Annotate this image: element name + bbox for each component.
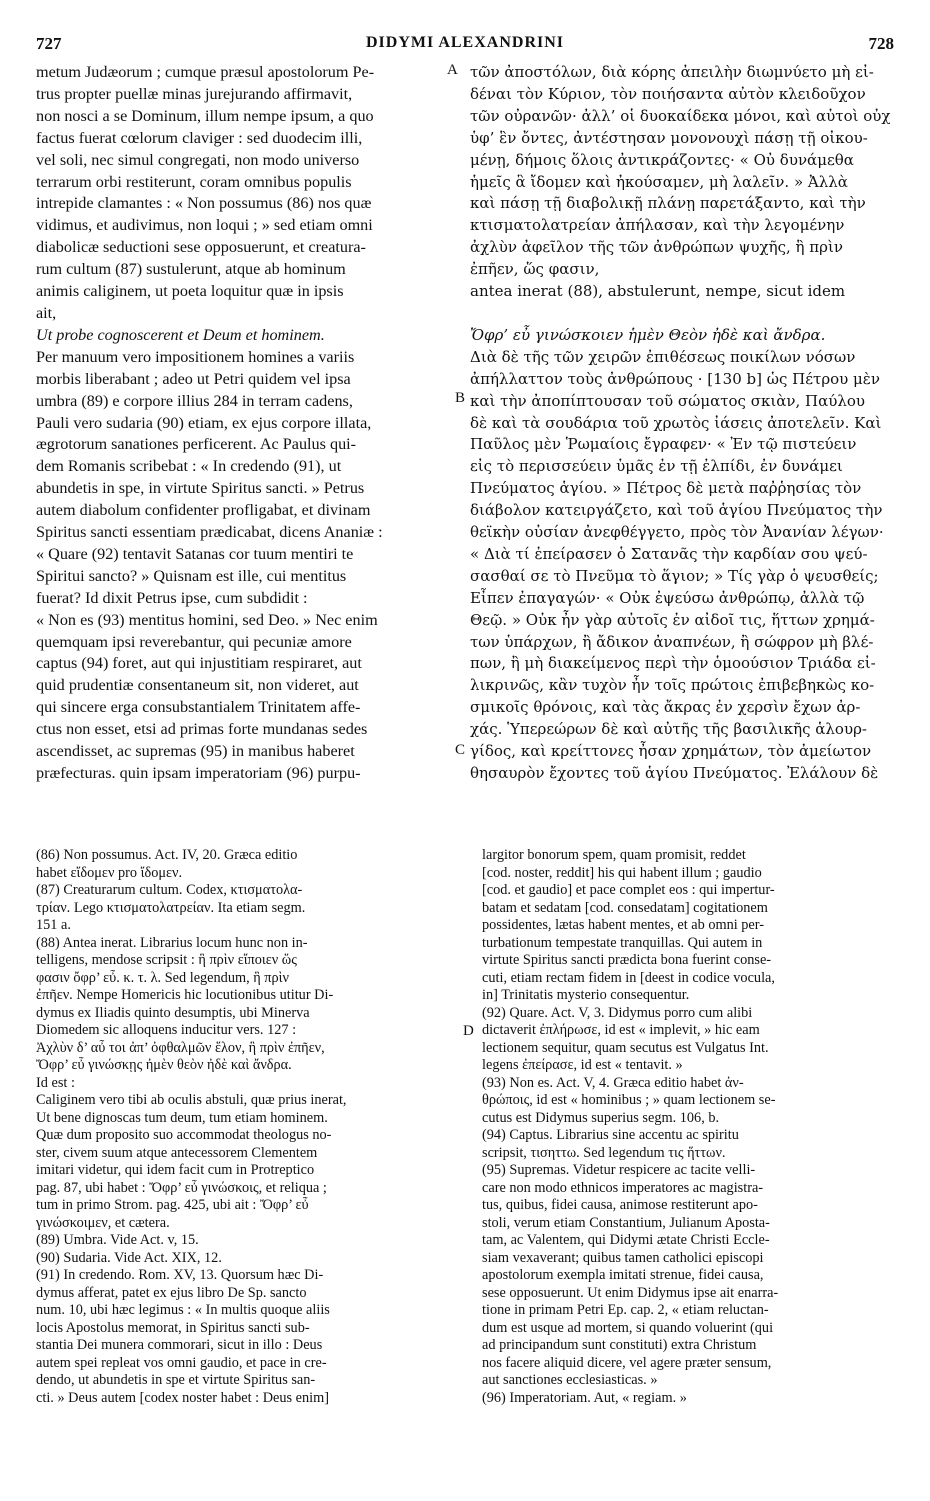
footnote-line: (95) Supremas. Videtur respicere ac tacite velli- — [482, 1162, 756, 1178]
latin-text-line: dem Romanis scribebat : « In credendo (91), ut — [36, 457, 342, 476]
footnote-line: (91) In credendo. Rom. XV, 13. Quorsum hæc Di- — [36, 1267, 324, 1283]
footnote-line: γινώσκοιμεν, et cætera. — [36, 1214, 170, 1231]
footnote-line: Caliginem vero tibi ab oculis abstuli, quæ prius inerat, — [36, 1092, 347, 1108]
footnote-line: locis Apostolus memorat, in Spiritus sancti sub- — [36, 1319, 310, 1336]
greek-text-line: τῶν ἀποστόλων, διὰ κόρης ἀπειλὴν διωμνύετο μὴ εἰ- — [470, 63, 874, 81]
running-title: DIDYMI ALEXANDRINI — [365, 34, 564, 51]
footnote-line: legens ἐπείρασε, id est « tentavit. » — [482, 1057, 683, 1073]
footnote-line: (93) Non es. Act. V, 4. Græca editio habet ἀν- — [482, 1074, 744, 1091]
footnote-line: dictaverit ἐπλήρωσε, id est « implevit, » hic eam — [482, 1022, 760, 1038]
latin-text-line: vidimus, et audivimus, non loqui ; » sed etiam omni — [36, 216, 373, 235]
greek-text-line: Ὄφρ’ εὖ γινώσκοιεν ἡμὲν Θεὸν ἠδὲ καὶ ἄνδρα. — [470, 325, 826, 344]
greek-text-line: ἀπήλλαττον τοὺς ἀνθρώπους · [130 b] ὡς Πέτρου μὲν — [470, 369, 880, 388]
greek-text-line: ἡμεῖς ἃ ἴδομεν καὶ ἠκούσαμεν, μὴ λαλεῖν. » Ἀλλὰ — [470, 172, 848, 191]
footnote-line: cti. » Deus autem [codex noster habet : Deus enim] — [36, 1389, 329, 1406]
latin-text-line: factus fuerat cœlorum claviger : sed duodecim illi, — [36, 128, 363, 147]
greek-text-line: ἀχλὺν ἀφεῖλον τῆς τῶν ἀνθρώπων ψυχῆς, ἣ πρὶν — [470, 238, 843, 257]
latin-text-line: vel soli, nec simul congregati, non modo universo — [36, 150, 360, 169]
footnote-line: scripsit, τισηττω. Sed legendum τις ἥττων. — [482, 1144, 726, 1161]
footnote-line: sese opposuerunt. Ut enim Didymus ipse ait enarra- — [482, 1284, 779, 1301]
latin-text-line: ait, — [36, 303, 57, 322]
footnote-line: care non modo ethnicos imperatores ac magistra- — [482, 1179, 764, 1196]
greek-text-line: τῶν οὐρανῶν· ἀλλ’ οἱ δυοκαίδεκα μόνοι, καὶ αὐτοὶ οὐχ — [470, 106, 891, 125]
footnote-line: pag. 87, ubi habet : Ὄφρ’ εὖ γινώσκοις, et reliqua ; — [36, 1179, 327, 1196]
footnote-line: tus, quibus, fidei causa, animose restiterunt apo- — [482, 1197, 758, 1213]
footnote-line: ster, civem suum atque antecessorem Clementem — [36, 1144, 318, 1161]
greek-text-line: εἰς τὸ περισσεύειν ὑμᾶς ἐν τῇ ἐλπίδι, ἐν δυνάμει — [470, 457, 843, 476]
greek-text-line: διάβολον κατειργάζετο, καὶ τοῦ ἁγίου Πνεύματος τὴν — [470, 501, 883, 520]
footnote-line: φασιν ὄφρ’ εὖ. κ. τ. λ. Sed legendum, ἣ πρὶν — [36, 969, 289, 986]
latin-text-line: abundetis in spe, in virtute Spiritus sancti. » Petrus — [36, 479, 365, 498]
footnote-line: aut sanctiones ecclesiasticas. » — [482, 1372, 658, 1388]
greek-text-line: Διὰ δὲ τῆς τῶν χειρῶν ἐπιθέσεως ποικίλων νόσων — [470, 347, 856, 366]
footnote-line: (92) Quare. Act. V, 3. Didymus porro cum alibi — [482, 1004, 753, 1021]
latin-text-line: quemquam ipsi reverebantur, qui pecuniæ amore — [36, 632, 352, 651]
margin-letter-c: C — [455, 742, 466, 758]
footnote-line: dum est usque ad mortem, si quando voluerint (qui — [482, 1319, 774, 1336]
latin-text-line: præfecturas. quin ipsam imperatoriam (96) purpu- — [36, 764, 361, 782]
latin-text-line: ctus non esset, etsi ad primas forte mundanas sedes — [36, 720, 368, 739]
footnote-line: batam et sedatam [cod. consedatam] cogitationem — [482, 899, 768, 916]
latin-text-line: « Quare (92) tentavit Satanas cor tuum mentiri te — [36, 544, 354, 563]
greek-text-line: Πνεύματος ἁγίου. » Πέτρος δὲ μετὰ παῤῥησίας τὸν — [470, 479, 862, 498]
footnote-line: tam, ac Valentem, qui Didymi ætate Christi Eccle- — [482, 1232, 770, 1248]
footnote-line: τρίαν. Lego κτισματολατρείαν. Ita etiam segm. — [36, 899, 306, 916]
page-number-right: 728 — [868, 34, 894, 53]
page-header — [36, 34, 894, 56]
footnote-line: 151 a. — [36, 917, 71, 933]
footnote-line: lectionem sequitur, quam secutus est Vulgatus Int. — [482, 1039, 769, 1056]
footnote-line: (94) Captus. Librarius sine accentu ac spiritu — [482, 1127, 739, 1143]
latin-text-line: « Non es (93) mentitus homini, sed Deo. » Nec enim — [36, 610, 378, 629]
footnote-line: (89) Umbra. Vide Act. v, 15. — [36, 1232, 199, 1248]
greek-text-line: μένῃ, δήμοις ὅλοις ἀντικράζοντες· « Οὐ δυνάμεθα — [470, 150, 854, 169]
footnote-line: possidentes, lætas habent mentes, et ab omni per- — [482, 917, 765, 933]
latin-text-line: Per manuum vero impositionem homines a variis — [36, 347, 355, 366]
footnotes-right-column — [482, 847, 894, 1407]
latin-text-line: fuerat? Id dixit Petrus ipse, cum subdidit : — [36, 588, 308, 607]
footnote-line: dymus ex Iliadis quinto desumptis, ubi Minerva — [36, 1004, 310, 1021]
footnote-line: (87) Creaturarum cultum. Codex, κτισματολα- — [36, 882, 303, 898]
greek-text-line: ἐπῆεν, ὥς φασιν, — [470, 260, 600, 279]
footnote-line: ἐπῆεν. Nempe Homericis hic locutionibus utitur Di- — [36, 987, 334, 1003]
footnote-line: Ἀχλὺν δ’ αὖ τοι ἀπ’ ὀφθαλμῶν ἕλον, ἣ πρὶν ἐπῆεν, — [36, 1039, 325, 1056]
latin-text-line: ægrotorum sanationes perficerent. Ac Paulus qui- — [36, 435, 357, 454]
latin-text-line: morbis liberabant ; adeo ut Petri quidem vel ipsa — [36, 369, 351, 388]
footnote-line: num. 10, ubi hæc legimus : « In multis quoque aliis — [36, 1302, 330, 1318]
footnote-line: dendo, ut abundetis in spe et virtute Spiritus san- — [36, 1372, 316, 1388]
footnote-line: siam vexaverant; quibus tamen catholici episcopi — [482, 1249, 764, 1266]
latin-text-line: trus propter puellæ minas jurejurando affirmavit, — [36, 84, 353, 103]
footnote-line: telligens, mendose scripsit : ἣ πρὶν εἴποιεν ὥς — [36, 952, 297, 968]
footnote-line: stoli, verum etiam Constantium, Julianum Aposta- — [482, 1214, 770, 1231]
greek-text-line: Θεῷ. » Οὐκ ἦν γὰρ αὐτοῖς ἐν αἰδοῖ τις, ἥττων χρημά- — [470, 610, 875, 629]
latin-text-line: captus (94) foret, aut qui injustitiam respiraret, aut — [36, 654, 362, 673]
greek-text-line: Εἶπεν ἐπαγαγών· « Οὐκ ἐψεύσω ἀνθρώπῳ, ἀλλὰ τῷ — [470, 588, 865, 607]
footnote-line: autem spei repleat vos omni gaudio, et pace in cre- — [36, 1354, 327, 1371]
footnotes-left-column — [36, 847, 461, 1407]
footnote-line: (96) Imperatoriam. Aut, « regiam. » — [482, 1389, 687, 1406]
footnote-line: ad principandum sunt constituti) extra Christum — [482, 1337, 757, 1353]
latin-text-line: Spiritus sancti essentiam prædicabat, dicens Ananiæ : — [36, 523, 383, 542]
greek-text-line: σμικοῖς θρόνοις, καὶ τὰς ἄκρας ἐν χερσὶν ἔχων ἀρ- — [470, 698, 861, 717]
footnote-line: largitor bonorum spem, quam promisit, reddet — [482, 847, 746, 863]
footnote-line: apostolorum exempla imitati strenue, fidei causa, — [482, 1267, 764, 1283]
latin-text-line: non nosci a se Dominum, illum nempe ipsum, a quo — [36, 106, 374, 125]
margin-letter-b: B — [455, 390, 466, 406]
footnote-line: in] Trinitatis mysterio consequentur. — [482, 987, 690, 1003]
greek-text-line: πων, ἢ μὴ διακείμενος περὶ τὴν ὁμοούσιον Τριάδα εἰ- — [470, 654, 876, 673]
footnote-line: imitari videtur, qui idem facit cum in Protreptico — [36, 1162, 315, 1178]
greek-text-line: θησαυρὸν ἔχοντες τοῦ ἁγίου Πνεύματος. Ἐλάλουν δὲ — [470, 764, 879, 782]
latin-text-line: autem diabolum confidenter profligabat, et divinam — [36, 501, 371, 520]
footnote-line: stantia Dei munera commorari, sicut in illo : Deus — [36, 1337, 323, 1353]
greek-text-line: ὑφ’ ἓν ὄντες, ἀντέστησαν μονονουχὶ πάσῃ τῇ οἰκου- — [470, 128, 868, 147]
footnote-line: Quæ dum proposito suo accommodat theologus no- — [36, 1127, 332, 1143]
greek-text-line: « Διὰ τί ἐπείρασεν ὁ Σατανᾶς τὴν καρδίαν σου ψεύ- — [470, 544, 868, 563]
greek-text-line: θεϊκὴν οὐσίαν ἀνεφθέγγετο, πρὸς τὸν Ἀνανίαν λέγων· — [470, 523, 884, 542]
greek-text-line: δὲ καὶ τὰ σουδάρια τοῦ χρωτὸς ἰάσεις ἀποτελεῖν. Καὶ — [470, 413, 882, 432]
greek-text-line: antea inerat (88), abstulerunt, nempe, sicut idem — [470, 282, 846, 301]
latin-text-line: rum cultum (87) sustulerunt, atque ab hominum — [36, 260, 346, 279]
footnote-line: virtute Spiritus sancti prædicta bona fuerint conse- — [482, 952, 772, 968]
footnote-line: Id est : — [36, 1074, 75, 1091]
footnote-line: nos facere aliquid dicere, vel agere præter sensum, — [482, 1354, 772, 1371]
footnote-line: Ὄφρ’ εὖ γινώσκῃς ἠμὲν θεὸν ἠδὲ καὶ ἄνδρα. — [36, 1057, 292, 1073]
margin-letter-a: A — [447, 62, 458, 78]
footnote-line: tione in primam Petri Ep. cap. 2, « etiam reluctan- — [482, 1302, 769, 1318]
footnote-line: tum in primo Strom. pag. 425, ubi ait : Ὄφρ’ εὖ — [36, 1197, 309, 1213]
footnote-line: (88) Antea inerat. Librarius locum hunc non in- — [36, 934, 308, 951]
footnote-line: θρώποις, id est « hominibus ; » quam lectionem se- — [482, 1092, 776, 1108]
latin-text-line: metum Judæorum ; cumque præsul apostolorum Pe- — [36, 63, 375, 81]
footnote-line: Ut bene dignoscas tum deum, tum etiam hominem. — [36, 1109, 328, 1126]
greek-text-line: γίδος, καὶ κρείττονες ἦσαν χρημάτων, τὸν ἀμείωτον — [470, 742, 872, 761]
greek-text-line: χάς. Ὑπερεώρων δὲ καὶ αὐτῆς τῆς βασιλικῆς ἁλουρ- — [470, 720, 867, 739]
latin-text-line: Ut probe cognoscerent et Deum et hominem. — [36, 325, 325, 344]
footnote-line: [cod. noster, reddit] his qui habent illum ; gaudio — [482, 864, 762, 881]
latin-text-line: intrepide clamantes : « Non possumus (86) nos quæ — [36, 194, 372, 213]
greek-text-line — [470, 303, 894, 325]
latin-text-line: diabolicæ seductioni sese opposuerunt, et creatura- — [36, 238, 366, 257]
greek-text-line: κτισματολατρείαν ἀπήλασαν, καὶ τὴν λεγομένην — [470, 216, 845, 235]
latin-text-line: quid prudentiæ consentaneum sit, non videret, aut — [36, 676, 359, 695]
footnote-line: cuti, etiam rectam fidem in [deest in codice vocula, — [482, 969, 775, 986]
latin-text-line: ascendisset, ac supremas (95) in manibus haberet — [36, 742, 355, 761]
greek-text-line: δέναι τὸν Κύριον, τὸν ποιήσαντα αὐτὸν κλειδοῦχον — [470, 84, 866, 103]
latin-text-line: umbra (89) e corpore illius 284 in terram cadens, — [36, 391, 353, 410]
greek-text-column — [470, 62, 894, 785]
footnote-line: turbationum tempestate tranquillas. Qui autem in — [482, 934, 763, 951]
footnote-line: Diomedem sic alloquens inducitur vers. 127 : — [36, 1022, 297, 1038]
latin-text-column — [36, 62, 464, 785]
latin-text-line: Pauli vero sudaria (90) etiam, ex ejus corpore illata, — [36, 413, 372, 432]
greek-text-line: των ὑπάρχων, ἢ ἄδικον ἀναπνέων, ἢ σώφρον μὴ βλέ- — [470, 632, 874, 651]
greek-text-line: καὶ τὴν ἀποπίπτουσαν τοῦ σώματος σκιὰν, Παύλου — [470, 391, 865, 410]
footnote-line: cutus est Didymus superius segm. 106, b. — [482, 1109, 720, 1126]
greek-text-line: λικρινῶς, κἂν τυχὸν ἦν τοῖς πρώτοις ἐπιβεβηκὼς κο- — [470, 676, 875, 695]
footnote-line: (90) Sudaria. Vide Act. XIX, 12. — [36, 1249, 222, 1266]
latin-text-line: animis caliginem, ut poeta loquitur quæ in ipsis — [36, 282, 344, 301]
footnote-line: dymus afferat, patet ex ejus libro De Sp. sancto — [36, 1284, 307, 1301]
latin-text-line: qui sincere erga consubstantialem Trinitatem affe- — [36, 698, 361, 717]
greek-text-line: σασθαί σε τὸ Πνεῦμα τὸ ἅγιον; » Τίς γὰρ ὁ ψευσθείς; — [470, 566, 879, 585]
page-number-left: 727 — [36, 34, 62, 53]
greek-text-line: καὶ πάσῃ τῇ διαβολικῇ πλάνῃ παρετάξαντο, καὶ τὴν — [470, 194, 866, 213]
margin-letter-d: D — [463, 1023, 474, 1039]
greek-text-line: Παῦλος μὲν Ῥωμαίοις ἔγραφεν· « Ἐν τῷ πιστεύειν — [470, 435, 857, 454]
footnote-line: habet εἴδομεν pro ἴδομεν. — [36, 864, 183, 881]
latin-text-line: terrarum orbi restiterunt, coram omnibus populis — [36, 172, 352, 191]
footnote-line: (86) Non possumus. Act. IV, 20. Græca editio — [36, 847, 298, 863]
footnote-line: [cod. et gaudio] et pace complet eos : qui impertur- — [482, 882, 775, 898]
latin-text-line: Spiritui sancto? » Quisnam est ille, cui mentitus — [36, 566, 347, 585]
